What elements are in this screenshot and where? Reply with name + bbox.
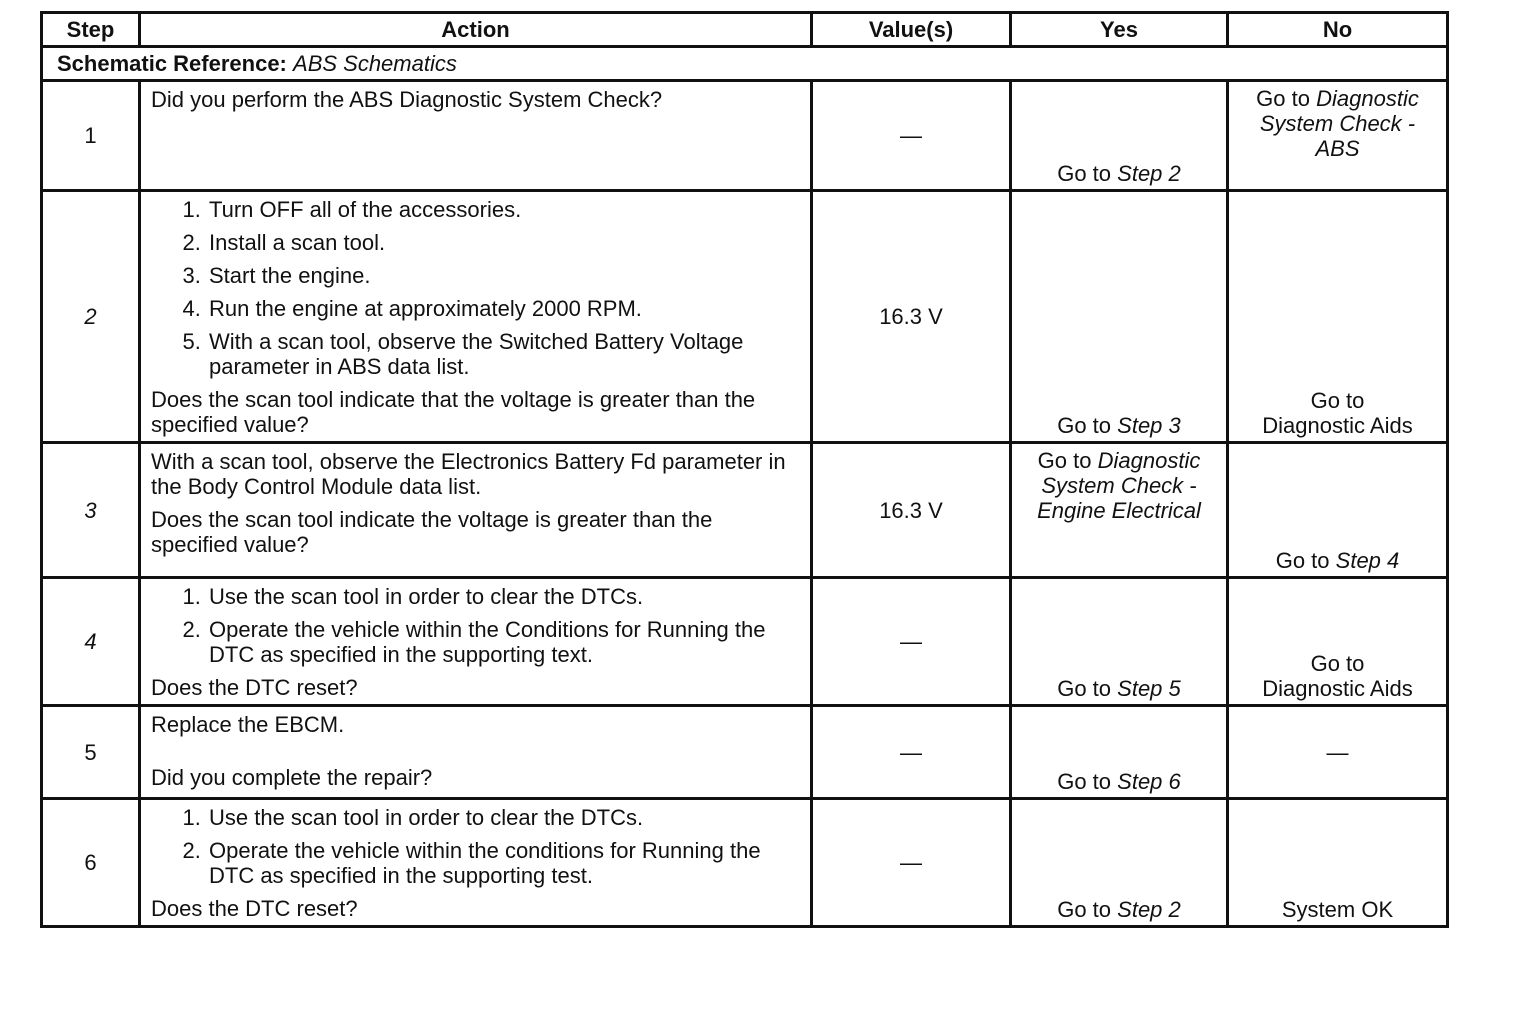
header-row xyxy=(42,13,1448,47)
step-number: 1 xyxy=(42,81,140,191)
no-cell xyxy=(1228,578,1448,706)
step-number: 3 xyxy=(42,443,140,578)
table-row xyxy=(42,81,1448,191)
action-step: 1. Turn OFF all of the accessories. xyxy=(207,197,802,222)
value-cell: — xyxy=(812,799,1011,927)
header-yes: Yes xyxy=(1011,13,1228,47)
yes-cell xyxy=(1011,578,1228,706)
value-cell: 16.3 V xyxy=(812,191,1011,443)
header-values: Value(s) xyxy=(812,13,1011,47)
table-row xyxy=(42,706,1448,799)
yes-cell xyxy=(1011,706,1228,799)
action-step: 2. Operate the vehicle within the conditions for Running the DTC as specified in the supporting test. xyxy=(207,838,802,888)
table-row xyxy=(42,799,1448,927)
yes-goto[interactable] xyxy=(1012,413,1226,438)
schematic-row xyxy=(42,47,1448,81)
no-cell xyxy=(1228,799,1448,927)
goto-link[interactable]: Step 2 xyxy=(1117,897,1181,922)
goto-prefix: Go to xyxy=(1057,897,1112,922)
step-number: 2 xyxy=(42,191,140,443)
action-step: 3. Start the engine. xyxy=(207,263,802,288)
header-no: No xyxy=(1228,13,1448,47)
yes-goto[interactable] xyxy=(1012,161,1226,186)
step-number: 6 xyxy=(42,799,140,927)
no-cell xyxy=(1228,443,1448,578)
value-cell: — xyxy=(812,706,1011,799)
table-row xyxy=(42,578,1448,706)
action-cell xyxy=(140,81,812,191)
yes-cell xyxy=(1011,81,1228,191)
action-cell xyxy=(140,191,812,443)
schematic-reference xyxy=(42,47,1448,81)
no-cell: — xyxy=(1228,706,1448,799)
goto-prefix: Go to xyxy=(1037,448,1092,473)
action-question: Does the DTC reset? xyxy=(151,675,358,700)
goto-link[interactable]: Step 6 xyxy=(1117,769,1181,794)
action-question: Does the scan tool indicate the voltage is greater than the specified value? xyxy=(151,507,713,557)
action-step: 5. With a scan tool, observe the Switched Battery Voltage parameter in ABS data list. xyxy=(207,329,802,379)
goto-link[interactable]: Step 2 xyxy=(1117,161,1181,186)
schematic-label: Schematic Reference: xyxy=(57,51,287,76)
step-number: 4 xyxy=(42,578,140,706)
no-cell xyxy=(1228,81,1448,191)
action-step: 1. Use the scan tool in order to clear the DTCs. xyxy=(207,805,802,830)
diagnostic-table xyxy=(40,11,1449,928)
action-steps xyxy=(151,197,802,379)
yes-cell xyxy=(1011,443,1228,578)
step-number: 5 xyxy=(42,706,140,799)
header-action: Action xyxy=(140,13,812,47)
yes-goto[interactable] xyxy=(1012,448,1226,523)
goto-prefix: Go to xyxy=(1256,86,1310,111)
no-goto[interactable] xyxy=(1229,86,1446,161)
action-question: Did you complete the repair? xyxy=(151,765,433,790)
header-step: Step xyxy=(42,13,140,47)
action-question: Does the scan tool indicate that the voltage is greater than the specified value? xyxy=(151,387,756,437)
action-step: 4. Run the engine at approximately 2000 RPM. xyxy=(207,296,802,321)
action-steps xyxy=(151,805,802,888)
action-step: 2. Operate the vehicle within the Conditions for Running the DTC as specified in the supporting text. xyxy=(207,617,802,667)
goto-prefix: Go to xyxy=(1057,676,1112,701)
value-cell: — xyxy=(812,578,1011,706)
yes-goto[interactable] xyxy=(1012,897,1226,922)
goto-prefix: Go to xyxy=(1057,769,1112,794)
no-goto[interactable]: System OK xyxy=(1281,897,1394,922)
yes-cell xyxy=(1011,799,1228,927)
action-step: 2. Install a scan tool. xyxy=(207,230,802,255)
action-cell xyxy=(140,799,812,927)
value-cell: 16.3 V xyxy=(812,443,1011,578)
goto-prefix: Go to xyxy=(1057,413,1112,438)
no-goto[interactable]: Go to Diagnostic Aids xyxy=(1262,651,1413,701)
goto-prefix: Go to xyxy=(1275,548,1330,573)
goto-prefix: Go to xyxy=(1057,161,1112,186)
yes-cell xyxy=(1011,191,1228,443)
action-cell xyxy=(140,706,812,799)
yes-goto[interactable] xyxy=(1012,769,1226,794)
goto-link[interactable]: Diagnostic System Check - Engine Electrical xyxy=(1037,448,1201,523)
goto-link[interactable]: Step 5 xyxy=(1117,676,1181,701)
goto-link[interactable]: Step 3 xyxy=(1117,413,1181,438)
goto-link[interactable]: Step 4 xyxy=(1335,548,1400,573)
no-goto[interactable]: Go to Diagnostic Aids xyxy=(1262,388,1413,438)
action-step: 1. Use the scan tool in order to clear the DTCs. xyxy=(207,584,802,609)
goto-link[interactable]: Diagnostic System Check - ABS xyxy=(1259,86,1419,161)
yes-goto[interactable] xyxy=(1012,676,1226,701)
no-cell xyxy=(1228,191,1448,443)
action-cell xyxy=(140,578,812,706)
table-row xyxy=(42,443,1448,578)
action-instruction: Replace the EBCM. xyxy=(151,712,345,737)
value-cell: — xyxy=(812,81,1011,191)
action-question: Did you perform the ABS Diagnostic System Check? xyxy=(151,87,663,112)
action-question: Does the DTC reset? xyxy=(151,896,358,921)
action-cell xyxy=(140,443,812,578)
no-goto[interactable] xyxy=(1229,548,1446,573)
action-steps xyxy=(151,584,802,667)
table-row xyxy=(42,191,1448,443)
schematic-link[interactable]: ABS Schematics xyxy=(293,51,457,76)
action-instruction: With a scan tool, observe the Electronics Battery Fd parameter in the Body Control Module data list. xyxy=(151,449,786,499)
